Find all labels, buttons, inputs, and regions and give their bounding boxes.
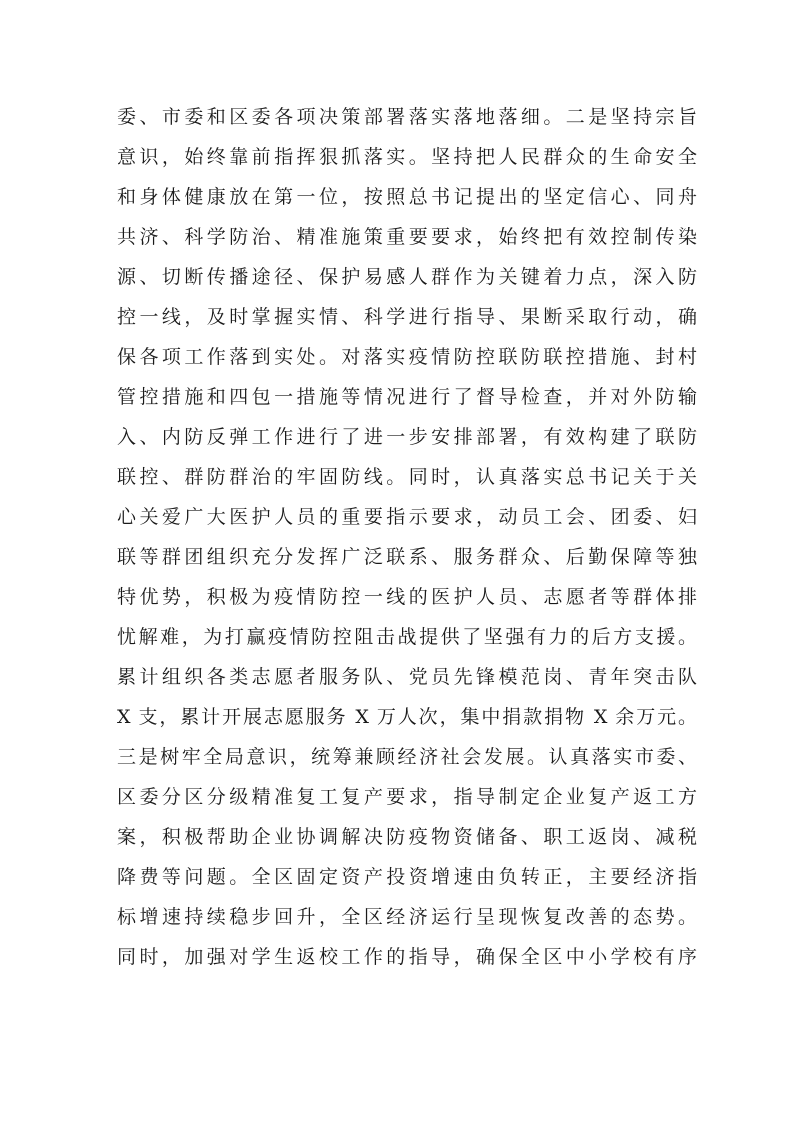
text-line: 特优势，积极为疫情防控一线的医护人员、志愿者等群体排: [117, 586, 697, 608]
text-line: 三是树牢全局意识，统筹兼顾经济社会发展。认真落实市委、: [117, 746, 697, 768]
text-line: 同时，加强对学生返校工作的指导，确保全区中小学校有序: [117, 946, 697, 968]
text-line: 意识，始终靠前指挥狠抓落实。坚持把人民群众的生命安全: [117, 146, 697, 168]
text-line: 联等群团组织充分发挥广泛联系、服务群众、后勤保障等独: [117, 546, 697, 568]
text-line: 区委分区分级精准复工复产要求，指导制定企业复产返工方: [117, 786, 697, 808]
text-line: 案，积极帮助企业协调解决防疫物资储备、职工返岗、减税: [117, 826, 697, 848]
text-line: 管控措施和四包一措施等情况进行了督导检查，并对外防输: [117, 386, 697, 408]
text-line: 和身体健康放在第一位，按照总书记提出的坚定信心、同舟: [117, 186, 697, 208]
text-line: 忧解难，为打赢疫情防控阻击战提供了坚强有力的后方支援。: [117, 626, 697, 648]
text-line: 保各项工作落到实处。对落实疫情防控联防联控措施、封村: [117, 346, 697, 368]
text-line: 共济、科学防治、精准施策重要要求，始终把有效控制传染: [117, 226, 697, 248]
body-paragraph: [117, 97, 697, 977]
text-line: 标增速持续稳步回升，全区经济运行呈现恢复改善的态势。: [117, 906, 697, 928]
text-line: 心关爱广大医护人员的重要指示要求，动员工会、团委、妇: [117, 506, 697, 528]
text-line: 降费等问题。全区固定资产投资增速由负转正，主要经济指: [117, 866, 697, 888]
text-line: 累计组织各类志愿者服务队、党员先锋模范岗、青年突击队: [117, 666, 697, 688]
text-line: X 支，累计开展志愿服务 X 万人次，集中捐款捐物 X 余万元。: [117, 706, 697, 728]
text-line: 联控、群防群治的牢固防线。同时，认真落实总书记关于关: [117, 466, 697, 488]
text-line: 委、市委和区委各项决策部署落实落地落细。二是坚持宗旨: [117, 106, 697, 128]
text-line: 控一线，及时掌握实情、科学进行指导、果断采取行动，确: [117, 306, 697, 328]
text-line: 源、切断传播途径、保护易感人群作为关键着力点，深入防: [117, 266, 697, 288]
text-line: 入、内防反弹工作进行了进一步安排部署，有效构建了联防: [117, 426, 697, 448]
